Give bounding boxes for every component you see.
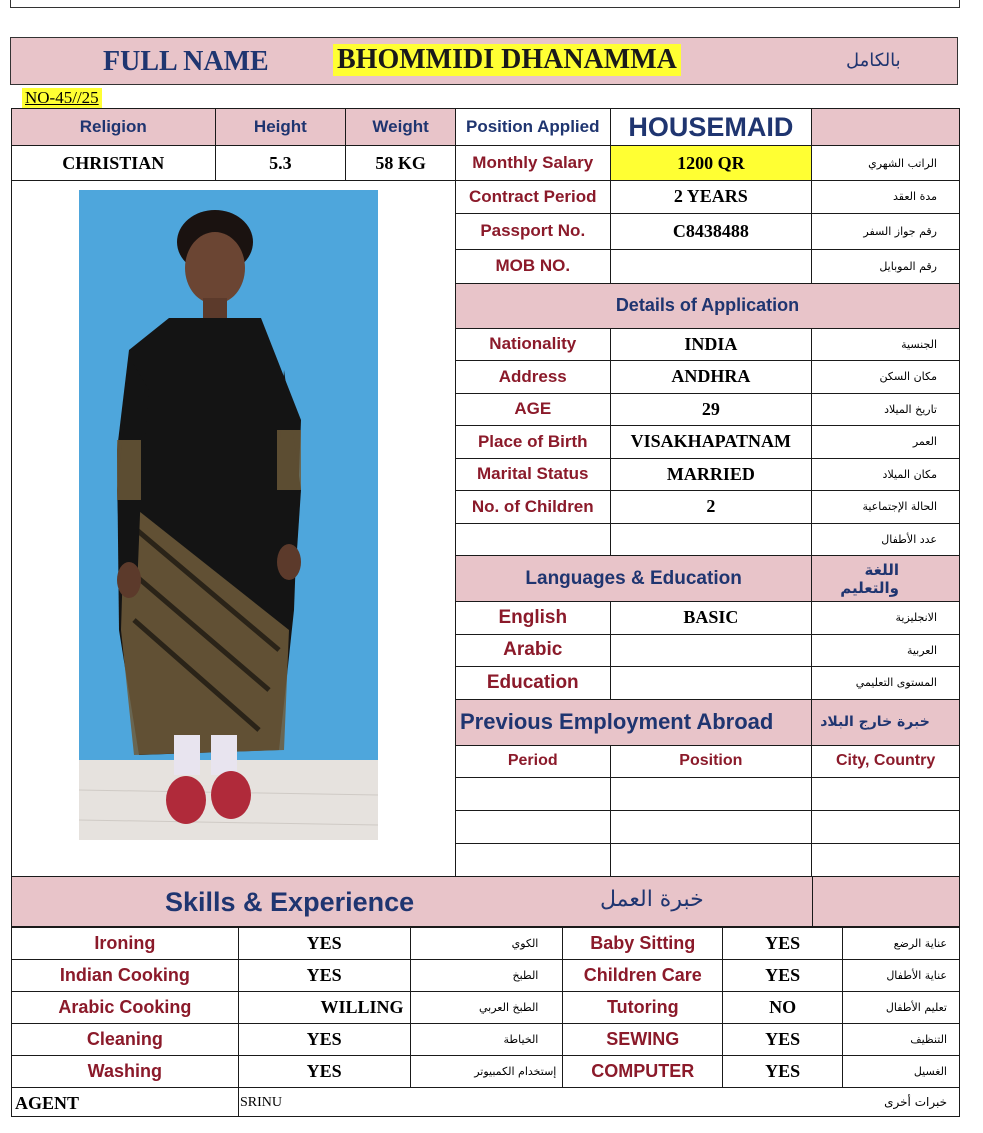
nationality-arabic: الجنسية	[812, 328, 960, 361]
arabic-cooking-arabic: الطبخ العربي	[410, 992, 563, 1024]
employment-cell	[812, 843, 960, 879]
children-value: 2	[610, 491, 812, 524]
top-frame-edge	[10, 0, 960, 8]
marital-status-label: Marital Status	[456, 458, 611, 491]
english-value: BASIC	[610, 602, 812, 635]
ironing-label: Ironing	[12, 928, 239, 960]
monthly-salary-label: Monthly Salary	[456, 146, 611, 181]
employment-cell	[812, 811, 960, 844]
nationality-label: Nationality	[456, 328, 611, 361]
sewing-label: SEWING	[563, 1024, 723, 1056]
skills-header-bar	[11, 876, 960, 927]
position-applied-blank	[812, 109, 960, 146]
baby-sitting-arabic: عناية الرضع	[843, 928, 960, 960]
contract-period-arabic: مدة العقد	[812, 181, 960, 214]
education-value	[610, 667, 812, 700]
education-label: Education	[456, 667, 611, 700]
baby-sitting-label: Baby Sitting	[563, 928, 723, 960]
address-arabic: مكان السكن	[812, 361, 960, 394]
tutoring-arabic: تعليم الأطفال	[843, 992, 960, 1024]
passport-arabic: رقم جواز السفر	[812, 213, 960, 249]
ironing-value: YES	[238, 928, 410, 960]
arabic-cooking-label: Arabic Cooking	[12, 992, 239, 1024]
cleaning-value: YES	[238, 1024, 410, 1056]
nationality-value: INDIA	[610, 328, 812, 361]
indian-cooking-label: Indian Cooking	[12, 960, 239, 992]
arabic-value	[610, 634, 812, 667]
children-label: No. of Children	[456, 491, 611, 524]
marital-status-arabic: مكان الميلاد	[812, 458, 960, 491]
blank-label	[456, 523, 611, 556]
candidate-photo	[79, 190, 378, 840]
employment-cell	[610, 778, 812, 811]
position-applied-label: Position Applied	[456, 109, 611, 146]
washing-arabic: إستخدام الكمبيوتر	[410, 1056, 563, 1088]
indian-cooking-arabic: الطبخ	[410, 960, 563, 992]
height-header: Height	[215, 109, 346, 146]
arabic-arabic: العربية	[812, 634, 960, 667]
cleaning-arabic: الخياطة	[410, 1024, 563, 1056]
agent-label: AGENT	[15, 1093, 80, 1113]
computer-value: YES	[723, 1056, 843, 1088]
agent-divider	[238, 1088, 239, 1116]
english-arabic: الانجليزية	[812, 602, 960, 635]
mobile-label: MOB NO.	[456, 249, 611, 283]
details-section-title: Details of Application	[456, 283, 960, 328]
employment-cell	[812, 778, 960, 811]
contract-period-label: Contract Period	[456, 181, 611, 214]
monthly-salary-value: 1200 QR	[610, 146, 812, 181]
skills-table	[11, 927, 960, 1088]
full-name-bar	[10, 37, 958, 85]
tutoring-value: NO	[723, 992, 843, 1024]
employment-cell	[610, 843, 812, 879]
religion-value: CHRISTIAN	[12, 146, 216, 181]
personal-info-table	[11, 108, 456, 181]
employment-cell	[456, 843, 611, 879]
washing-value: YES	[238, 1056, 410, 1088]
ironing-arabic: الكوي	[410, 928, 563, 960]
place-of-birth-arabic: العمر	[812, 426, 960, 459]
skills-header-divider	[812, 877, 813, 926]
languages-title: Languages & Education	[456, 556, 812, 602]
full-name-label: FULL NAME	[103, 46, 269, 77]
passport-value: C8438488	[610, 213, 812, 249]
religion-header: Religion	[12, 109, 216, 146]
skills-title: Skills & Experience	[165, 887, 415, 917]
sewing-arabic: التنظيف	[843, 1024, 960, 1056]
indian-cooking-value: YES	[238, 960, 410, 992]
children-arabic: الحالة الإجتماعية	[812, 491, 960, 524]
weight-header: Weight	[346, 109, 456, 146]
age-label: AGE	[456, 393, 611, 426]
arabic-label: Arabic	[456, 634, 611, 667]
age-value: 29	[610, 393, 812, 426]
english-label: English	[456, 602, 611, 635]
children-care-arabic: عناية الأطفال	[843, 960, 960, 992]
employment-cell	[456, 778, 611, 811]
arabic-cooking-value: WILLING	[238, 992, 410, 1024]
employment-cell	[456, 811, 611, 844]
other-experience-arabic: خبرات أخرى	[884, 1095, 947, 1109]
address-label: Address	[456, 361, 611, 394]
passport-label: Passport No.	[456, 213, 611, 249]
place-of-birth-value: VISAKHAPATNAM	[610, 426, 812, 459]
place-of-birth-label: Place of Birth	[456, 426, 611, 459]
employment-title: Previous Employment Abroad	[456, 699, 812, 745]
city-country-header: City, Country	[812, 745, 960, 778]
sewing-value: YES	[723, 1024, 843, 1056]
education-arabic: المستوى التعليمي	[812, 667, 960, 700]
person-silhouette-icon	[79, 190, 378, 840]
mobile-arabic: رقم الموبايل	[812, 249, 960, 283]
washing-label: Washing	[12, 1056, 239, 1088]
employment-cell	[610, 811, 812, 844]
baby-sitting-value: YES	[723, 928, 843, 960]
children-count-arabic: عدد الأطفال	[812, 523, 960, 556]
full-name-value: BHOMMIDI DHANAMMA	[333, 44, 681, 76]
employment-title-arabic: خبرة خارج البلاد	[812, 699, 960, 745]
languages-title-arabic: اللغة والتعليم	[812, 556, 960, 602]
address-value: ANDHRA	[610, 361, 812, 394]
tutoring-label: Tutoring	[563, 992, 723, 1024]
monthly-salary-arabic: الراتب الشهري	[812, 146, 960, 181]
contract-period-value: 2 YEARS	[610, 181, 812, 214]
agent-row	[11, 1087, 960, 1117]
reference-number: NO-45//25	[22, 88, 102, 108]
skills-title-arabic: خبرة العمل	[600, 887, 704, 912]
weight-value: 58 KG	[346, 146, 456, 181]
details-table	[455, 108, 960, 880]
computer-arabic: الغسيل	[843, 1056, 960, 1088]
period-header: Period	[456, 745, 611, 778]
marital-status-value: MARRIED	[610, 458, 812, 491]
children-care-value: YES	[723, 960, 843, 992]
position-header: Position	[610, 745, 812, 778]
agent-value: SRINU	[240, 1095, 283, 1110]
children-care-label: Children Care	[563, 960, 723, 992]
height-value: 5.3	[215, 146, 346, 181]
mobile-value	[610, 249, 812, 283]
computer-label: COMPUTER	[563, 1056, 723, 1088]
age-arabic: تاريخ الميلاد	[812, 393, 960, 426]
position-applied-value: HOUSEMAID	[610, 109, 812, 146]
full-name-arabic: بالكامل	[846, 50, 901, 71]
cleaning-label: Cleaning	[12, 1024, 239, 1056]
blank-value	[610, 523, 812, 556]
